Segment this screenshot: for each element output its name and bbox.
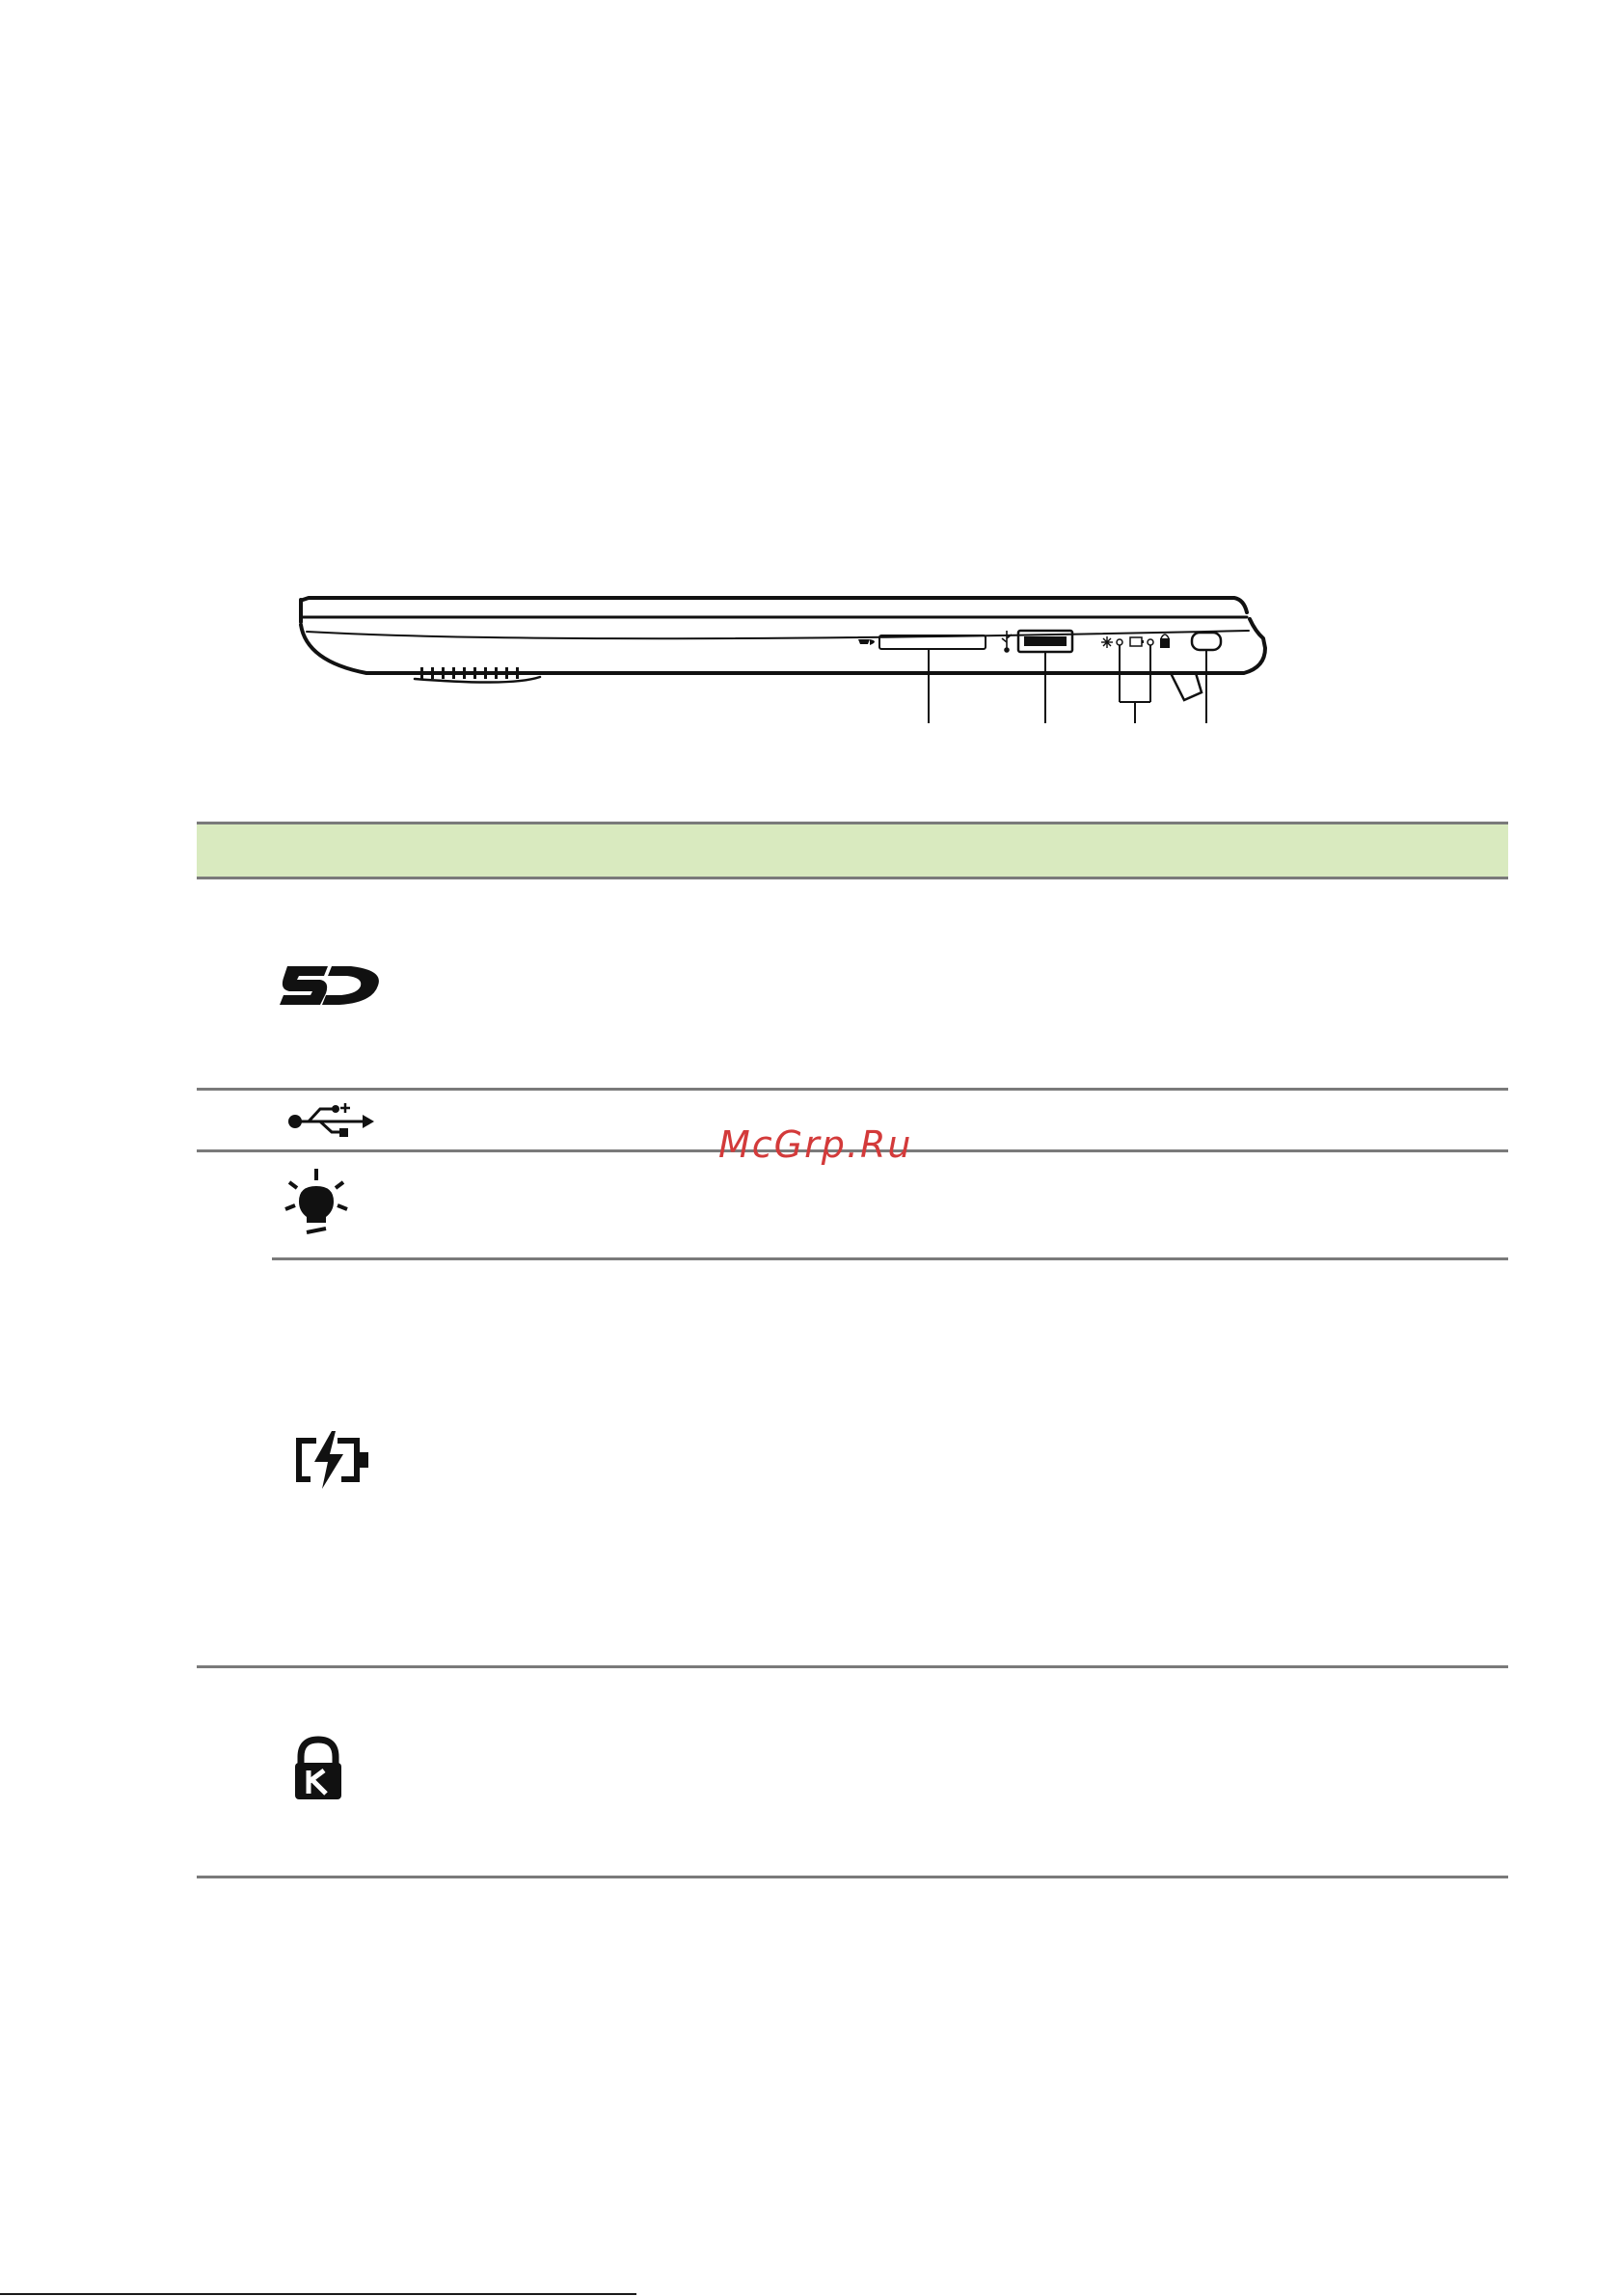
row-divider (197, 1088, 1508, 1091)
power-light-icon (284, 1167, 349, 1238)
sd-card-icon (858, 639, 875, 645)
kensington-lock-icon (1160, 635, 1170, 648)
kensington-slot (1192, 633, 1221, 650)
laptop-side-diagram (280, 579, 1292, 733)
row-divider (272, 1257, 1508, 1260)
row-divider (197, 1665, 1508, 1668)
battery-charging-icon (291, 1431, 372, 1489)
battery-charging-icon (1130, 637, 1144, 646)
usb-icon (1002, 631, 1012, 652)
sd-card-icon (278, 962, 384, 1009)
watermark-text: McGrp.Ru (718, 1123, 913, 1166)
footer-divider (0, 2293, 636, 2295)
table-header (197, 822, 1508, 879)
power-light-icon (1101, 636, 1113, 648)
row-divider (197, 1876, 1508, 1878)
usb-icon (285, 1101, 374, 1140)
kensington-lock-icon (293, 1736, 343, 1801)
